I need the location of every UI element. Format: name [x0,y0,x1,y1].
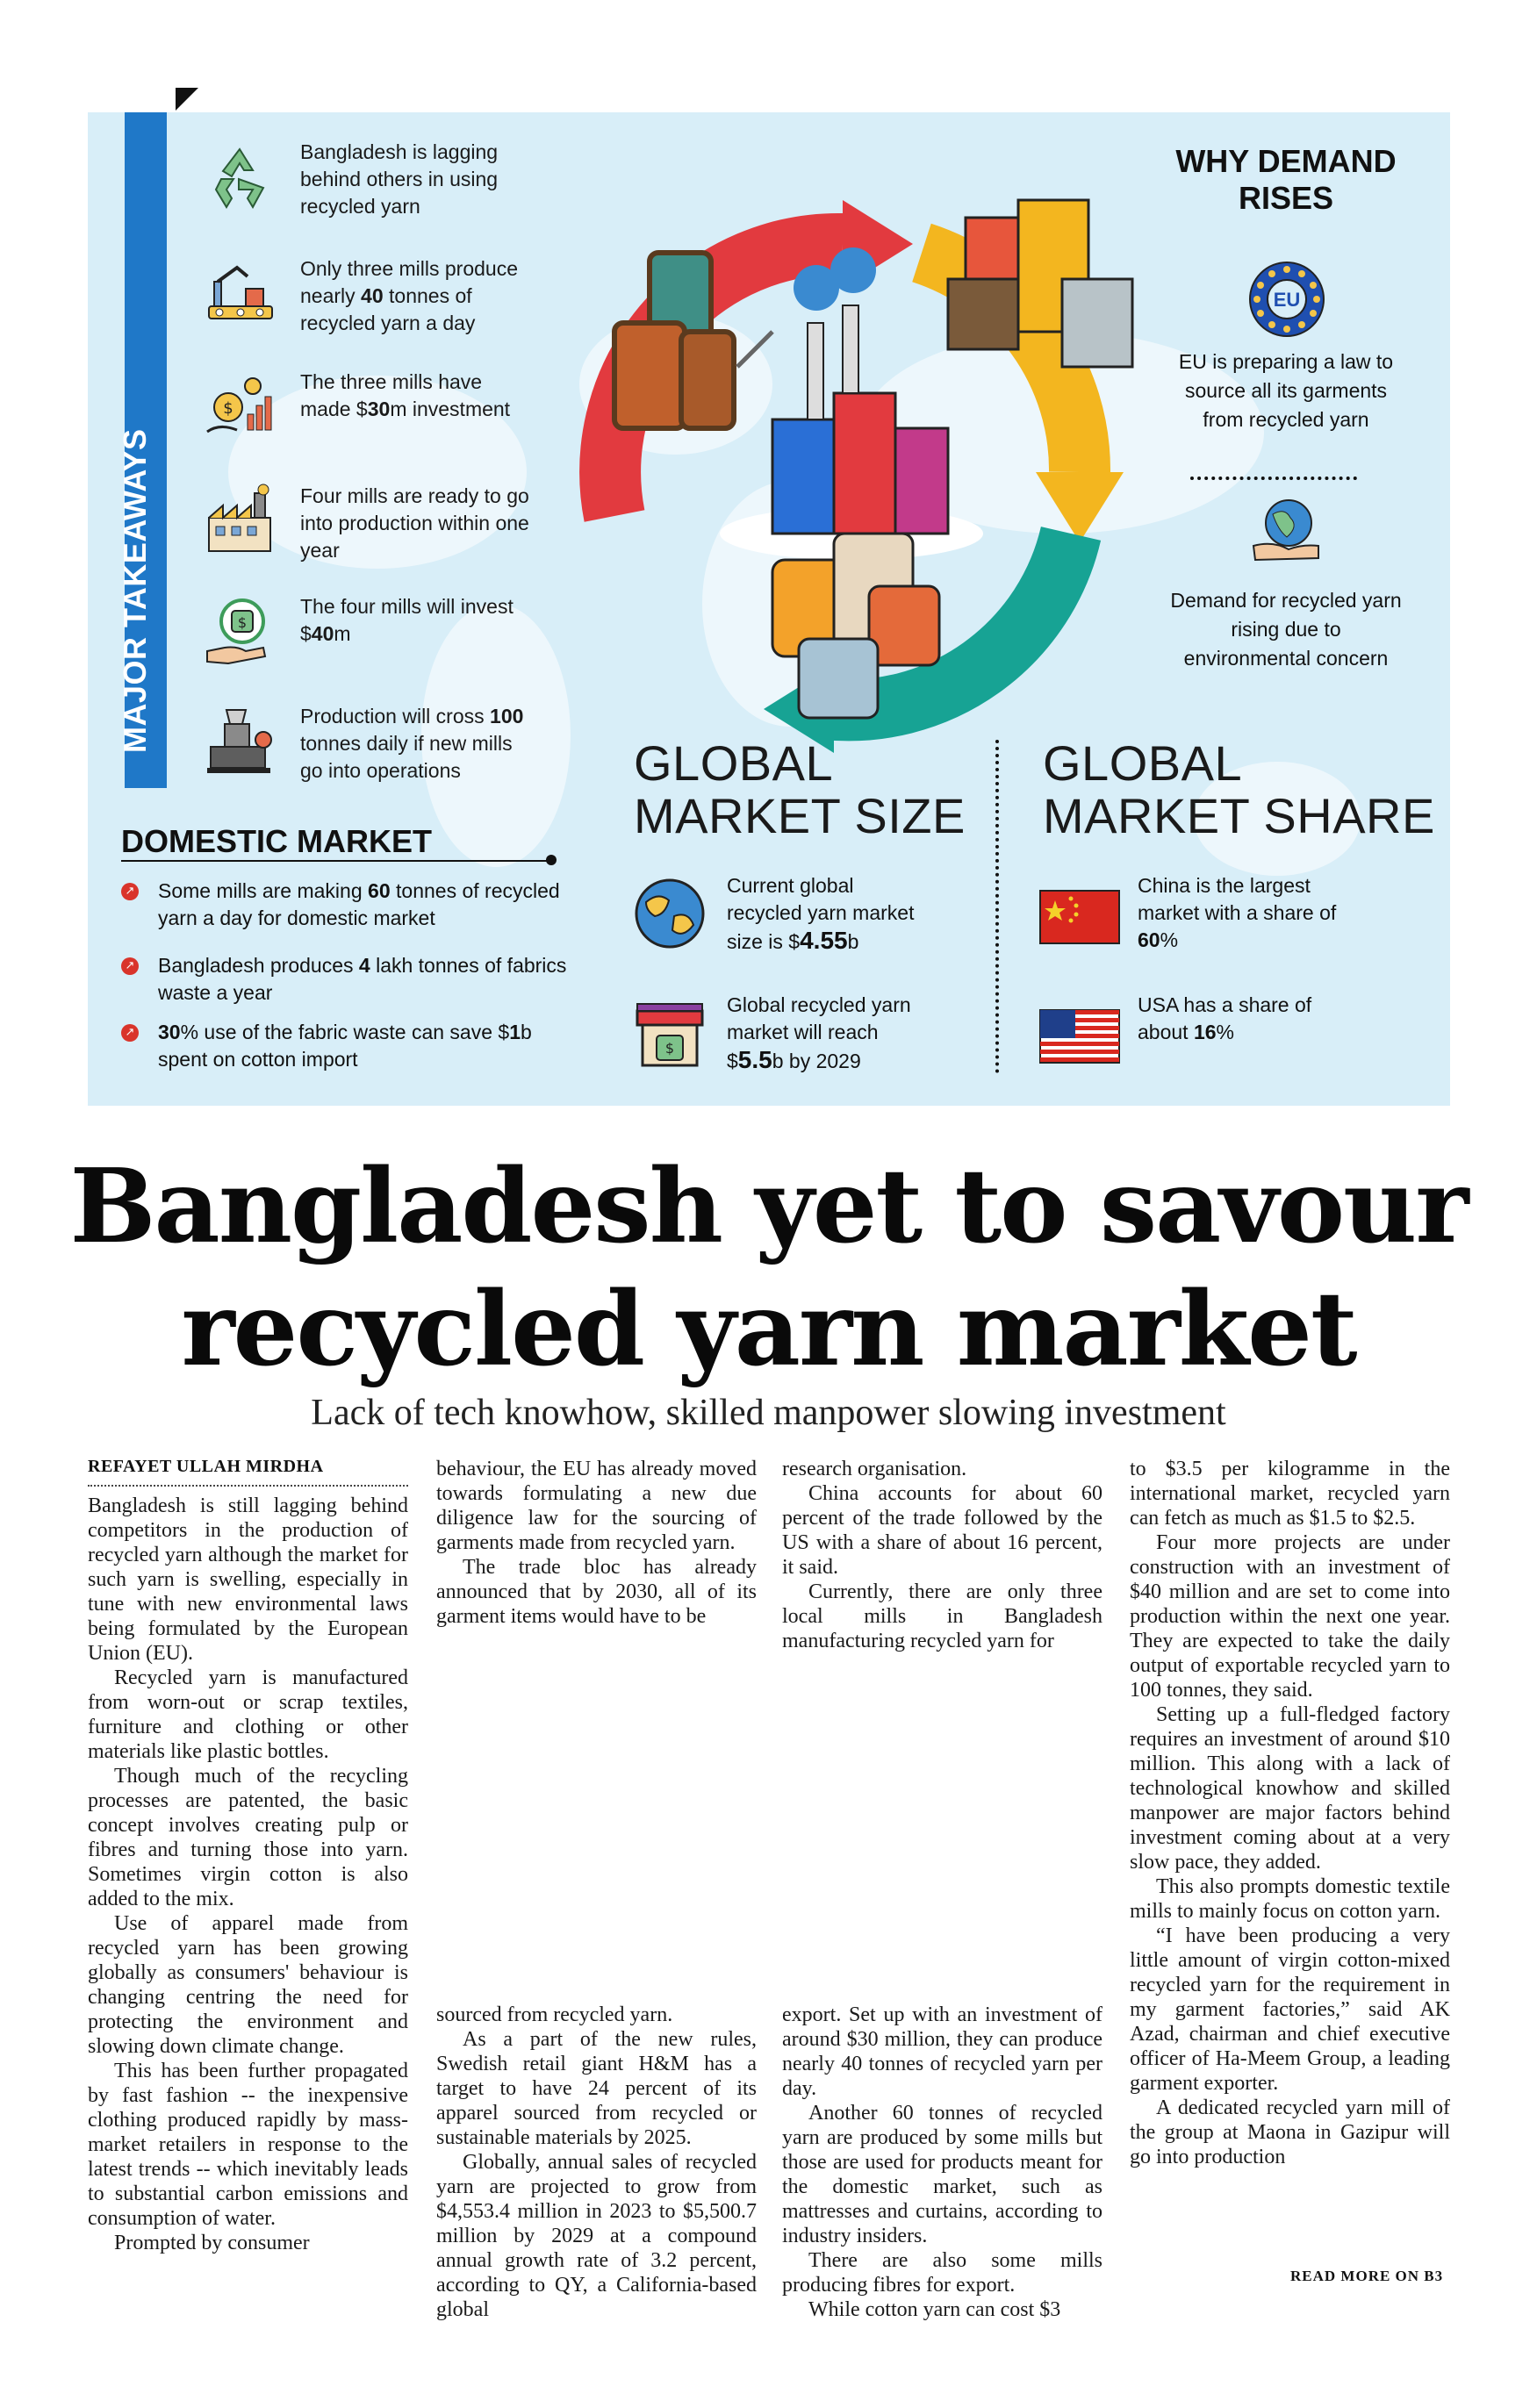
paragraph: The trade bloc has already announced that by 2030, all of its garment items would have to be [436,1556,757,1628]
takeaway-text: The three mills have made $30m investment [300,370,511,420]
factory-icon [202,483,277,558]
paragraph: Four more projects are under construction with an investment of $40 million and are set to come into production within the next one year. They are expected to take the daily output of exportable recycled yarn to 100 tonnes, they said. [1130,1531,1450,1702]
corner-notch [176,88,198,111]
read-more-link[interactable]: READ MORE ON B3 [1290,2268,1444,2284]
paragraph: research organisation. [782,1458,967,1480]
why-item-text: EU is preparing a law to source all its garments from recycled yarn [1178,350,1394,431]
article-column-1 [88,1494,408,2255]
paragraph: Globally, annual sales of recycled yarn are projected to grow from $4,553.4 million in 2023 to $5,500.7 million by 2029 at a compound annual growth rate of 3.2 percent, according to QY, a California-based global [436,2151,757,2321]
recycling-cycle-illustration [509,147,1159,779]
title-rule-dot [546,855,557,865]
arrow-bullet-icon: ↗ [121,1024,139,1042]
paragraph: There are also some mills producing fibres for export. [782,2249,1102,2297]
eu-flag-icon [1245,257,1329,341]
machine-icon [202,703,277,778]
paragraph: behaviour, the EU has already moved towards formulating a new due diligence law for the sourcing of garments made from recycled yarn. [436,1458,757,1554]
dotted-divider [995,740,999,1073]
market-share-text: USA has a share of about 16% [1138,993,1312,1043]
paragraph: While cotton yarn can cost $3 [808,2298,1061,2321]
paragraph: Bangladesh is still lagging behind competitors in the production of recycled yarn although the market for such yarn is swelling, especially in tune with new environmental laws being formulated by the European Union (EU). [88,1494,408,1665]
usa-flag-icon [1039,1009,1120,1064]
takeaway-text: Production will cross 100 tonnes daily if new mills go into operations [300,705,524,782]
why-demand-title: WHY DEMAND RISES [1175,143,1397,216]
article-column-3-top [782,1457,1102,1653]
paragraph: Another 60 tonnes of recycled yarn are produced by some mills but those are used for products meant for the domestic market, such as mattresses and curtains, according to industry insiders. [782,2102,1102,2247]
market-share-title: GLOBAL MARKET SHARE [1043,735,1435,843]
article-column-2-bottom [436,2003,757,2322]
globe-icon [632,876,707,951]
paragraph: export. Set up with an investment of around $30 million, they can produce nearly 40 tonnes of recycled yarn per day. [782,2003,1102,2100]
arrow-bullet-icon: ↗ [121,883,139,900]
svg-text:$: $ [237,614,248,631]
paragraph: Prompted by consumer [114,2232,310,2254]
takeaway-text: Four mills are ready to go into production within one year [300,484,529,562]
paragraph: As a part of the new rules, Swedish retail giant H&M has a target to have 24 percent of its apparel sourced from recycled or sustainable materials by 2025. [436,2028,757,2149]
domestic-market-title: DOMESTIC MARKET [121,823,432,859]
takeaway-text: The four mills will invest $40m [300,595,514,645]
paragraph: A dedicated recycled yarn mill of the group at Maona in Gazipur will go into production [1130,2096,1450,2168]
paragraph: Setting up a full-fledged factory requires an investment of around $10 million. This along with a lack of technological knowhow and skilled manpower are major factors behind investment coming about at a very slow pace, they added. [1130,1703,1450,1874]
paragraph: Though much of the recycling processes are patented, the basic concept involves creating pulp or fibres and turning those into yarn. Sometimes virgin cotton is also added to the mix. [88,1765,408,1910]
svg-text:EU: EU [1273,289,1301,311]
takeaway-text: Bangladesh is lagging behind others in using recycled yarn [300,140,499,218]
paragraph: Use of apparel made from recycled yarn has been growing globally as consumers' behaviour is changing centring the need for protecting the environment and slowing down climate change. [88,1912,408,2058]
headline: Bangladesh yet to savour recycled yarn market [69,1147,1468,1389]
store-icon [632,995,707,1071]
market-size-text: Current global recycled yarn market size is $4.55b [727,874,915,954]
recycle-icon [202,139,277,214]
takeaway-text: Only three mills produce nearly 40 tonnes of recycled yarn a day [300,257,518,334]
domestic-item-text: 30% use of the fabric waste can save $1b spent on cotton import [158,1021,532,1071]
paragraph: This has been further propagated by fast fashion -- the inexpensive clothing produced rapidly by mass-market retailers in response to the latest trends -- which inevitably leads to substantial carbon emissions and consumption of water. [88,2060,408,2230]
money-hand-icon [202,593,277,669]
infographic-panel [88,112,1450,1106]
paragraph: China accounts for about 60 percent of the trade followed by the US with a share of about 16 percent, it said. [782,1482,1102,1579]
why-item-text: Demand for recycled yarn rising due to environmental concern [1170,589,1402,670]
byline-rule [88,1485,408,1487]
svg-text:$: $ [223,399,233,418]
arrow-bullet-icon: ↗ [121,957,139,975]
paragraph: This also prompts domestic textile mills to mainly focus on cotton yarn. [1130,1875,1450,1923]
paragraph: Currently, there are only three local mills in Bangladesh manufacturing recycled yarn for [782,1580,1102,1652]
domestic-item-text: Bangladesh produces 4 lakh tonnes of fabrics waste a year [158,954,567,1004]
sidebar-label: MAJOR TAKEAWAYS [117,428,153,753]
earth-hands-icon [1246,491,1325,570]
market-size-text: Global recycled yarn market will reach $5.5b by 2029 [727,993,911,1073]
subheadline: Lack of tech knowhow, skilled manpower slowing investment [311,1393,1226,1433]
market-size-title: GLOBAL MARKET SIZE [634,735,966,843]
domestic-item-text: Some mills are making 60 tonnes of recycled yarn a day for domestic market [158,879,560,929]
investment-icon [202,369,277,444]
paragraph: to $3.5 per kilogramme in the international market, recycled yarn can fetch as much as $1.5 to $2.5. [1130,1458,1450,1530]
article-column-3-bottom [782,2003,1102,2322]
byline: REFAYET ULLAH MIRDHA [88,1457,324,1476]
market-share-text: China is the largest market with a share of 60% [1138,874,1337,951]
svg-text:$: $ [664,1040,675,1057]
dotted-divider [1190,477,1357,480]
paragraph: “I have been producing a very little amount of virgin cotton-mixed recycled yarn for the requirement in my garment factories,” said AK Azad, chairman and chief executive officer of Ha-Meem Group, a leading garment exporter. [1130,1924,1450,2095]
article-column-4 [1130,1457,1450,2169]
title-rule [121,860,551,862]
article-column-2-top [436,1457,757,1629]
paragraph: sourced from recycled yarn. [436,2003,673,2026]
china-flag-icon [1039,890,1120,944]
paragraph: Recycled yarn is manufactured from worn-out or scrap textiles, furniture and clothing or other materials like plastic bottles. [88,1666,408,1763]
factory-machine-icon [202,255,277,331]
